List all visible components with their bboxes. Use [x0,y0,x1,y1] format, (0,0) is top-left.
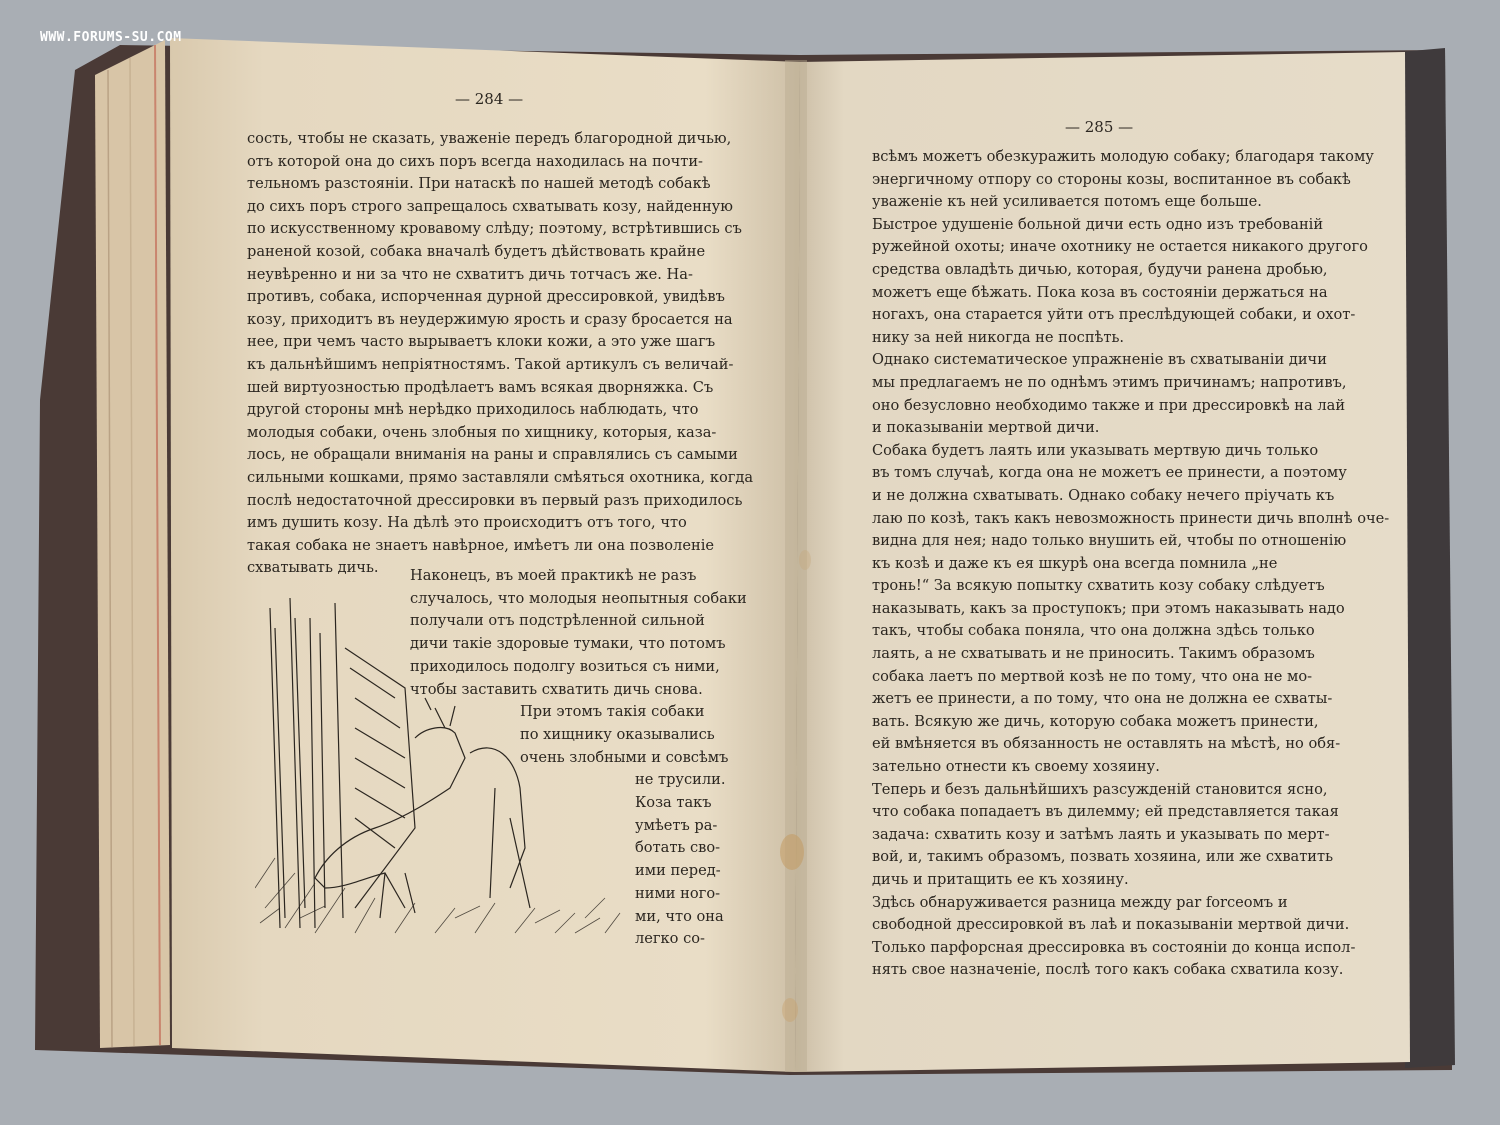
wrap-text-line: умѣетъ ра- [635,816,718,834]
text-line: въ томъ случаѣ, когда она не можетъ ее принести, а поэтому [872,464,1347,482]
text-line: видна для нея; надо только внушить ей, чтобы по отношенію [872,532,1347,550]
text-line: схватывать дичь. [247,559,379,577]
text-line: средства овладѣть дичью, которая, будучи ранена дробью, [872,260,1328,278]
text-line: шей виртуозностью продѣлаетъ вамъ всякая дворняжка. Съ [247,378,714,396]
text-line: другой стороны мнѣ нерѣдко приходилось наблюдать, что [247,401,699,419]
text-line: дичь и притащить ее къ хозяину. [872,871,1129,888]
text-line: имъ душить козу. На дѣлѣ это происходитъ отъ того, что [247,514,687,532]
wrap-text-line: по хищнику оказывались [520,725,715,743]
wrap-text-line: ними ного- [635,884,721,902]
text-line: тронь!“ За всякую попытку схватить козу собаку слѣдуетъ [872,577,1325,595]
text-line: сость, чтобы не сказать, уваженіе передъ благородной дичью, [247,130,732,147]
text-line: нику за ней никогда не поспѣть. [872,328,1125,346]
text-line: сильными кошками, прямо заставляли смѣяться охотника, когда [247,468,754,486]
wrap-text-line: ботать сво- [635,839,721,857]
text-line: нее, при чемъ часто вырываетъ клоки кожи, а это уже шагъ [247,333,716,351]
wrap-text-line: не трусили. [635,771,726,789]
text-line: оно безусловно необходимо также и при дрессировкѣ на лай [872,396,1346,414]
text-line: до сихъ поръ строго запрещалось схватывать козу, найденную [247,197,733,215]
text-line: энергичному отпору со стороны козы, воспитанное въ собакѣ [872,170,1351,188]
wrap-text-line: При этомъ такія собаки [520,703,705,721]
text-line: Быстрое удушеніе больной дичи есть одно изъ требованій [872,215,1324,233]
text-line: и не должна схватывать. Однако собаку нечего пріучать къ [872,486,1335,504]
text-line: Только парфорсная дрессировка въ состояніи до конца испол- [872,938,1356,956]
text-line: такая собака не знаетъ навѣрное, имѣетъ ли она позволеніе [247,536,714,554]
wrap-text-line: Коза такъ [635,794,712,811]
left-page-body [247,128,754,580]
text-line: къ козѣ и даже къ ея шкурѣ она всегда помнила „не [872,554,1278,572]
text-line: Теперь и безъ дальнѣйшихъ разсужденій становится ясно, [872,780,1328,798]
wrap-text-line: получали отъ подстрѣленной сильной [410,612,705,630]
wrap-text-line: Наконецъ, въ моей практикѣ не разъ [410,567,697,584]
text-line: задача: схватить козу и затѣмъ лаять и указывать по мерт- [872,825,1330,843]
text-line: такъ, чтобы собака поняла, что она должна здѣсь только [872,622,1315,640]
text-line: молодыя собаки, очень злобныя по хищнику, которыя, каза- [247,423,717,441]
text-line: вать. Всякую же дичь, которую собака можетъ принести, [872,712,1319,730]
wrap-text-line: очень злобными и совсѣмъ [520,748,729,766]
text-line: къ дальнѣйшимъ непріятностямъ. Такой артикулъ съ величай- [247,355,734,373]
left-page-number: — 284 — [455,90,524,108]
text-line: уваженіе къ ней усиливается потомъ еще больше. [872,193,1262,211]
text-line: вой, и, такимъ образомъ, позвать хозяина, или же схватить [872,848,1334,866]
text-line: лось, не обращали вниманія на раны и справлялись съ самыми [247,446,738,464]
site-watermark: WWW.FORUMS-SU.COM [40,30,182,45]
text-line: можетъ еще бѣжать. Пока коза въ состояніи держаться на [872,283,1328,301]
text-line: тельномъ разстояніи. При натаскѣ по нашей методѣ собакѣ [247,175,711,193]
roe-deer-engraving [255,588,625,943]
text-line: лаять, а не схватывать и не приносить. Такимъ образомъ [872,645,1315,663]
wrap-text-line: легко со- [635,930,705,948]
text-line: ружейной охоты; иначе охотнику не остается никакого другого [872,238,1368,256]
text-line: собака лаетъ по мертвой козѣ не по тому, что она не мо- [872,667,1313,685]
text-line: Однако систематическое упражненіе въ схватываніи дичи [872,351,1327,369]
text-line: ей вмѣняется въ обязанность не оставлять на мѣстѣ, но обя- [872,735,1341,753]
text-line: жетъ ее принести, а по тому, что она не должна ее схваты- [872,690,1333,708]
text-line: наказывать, какъ за проступокъ; при этомъ наказывать надо [872,599,1345,617]
text-line: козу, приходитъ въ неудержимую ярость и сразу бросается на [247,310,733,328]
text-line: что собака попадаетъ въ дилемму; ей представляется такая [872,803,1339,821]
text-line: послѣ недостаточной дрессировки въ первый разъ приходилось [247,491,743,509]
text-line: Здѣсь обнаруживается разница между par forceомъ и [872,893,1288,911]
text-line: нять свое назначеніе, послѣ того какъ собака схватила козу. [872,961,1344,979]
wrap-text-line: случалось, что молодыя неопытныя собаки [410,589,747,607]
text-line: мы предлагаемъ не по однѣмъ этимъ причинамъ; напротивъ, [872,373,1347,391]
right-page-body [872,146,1390,982]
text-line: отъ которой она до сихъ поръ всегда находилась на почти- [247,152,703,170]
text-line: и показываніи мертвой дичи. [872,419,1100,437]
wrap-text-line: ими перед- [635,862,721,880]
text-line: свободной дрессировкой въ лаѣ и показываніи мертвой дичи. [872,916,1350,934]
text-line: противъ, собака, испорченная дурной дрессировкой, увидѣвъ [247,288,725,306]
right-page-number: — 285 — [1065,118,1134,136]
wrap-text-line: дичи такіе здоровые тумаки, что потомъ [410,635,726,653]
text-line: всѣмъ можетъ обезкуражить молодую собаку; благодаря такому [872,148,1374,165]
text-line: Собака будетъ лаять или указывать мертвую дичь только [872,441,1319,459]
text-line: раненой козой, собака вначалѣ будетъ дѣйствовать крайне [247,242,706,260]
text-line: зательно отнести къ своему хозяину. [872,758,1160,776]
text-line: ногахъ, она старается уйти отъ преслѣдующей собаки, и охот- [872,306,1356,324]
wrap-text-line: ми, что она [635,907,724,925]
text-line: неувѣренно и ни за что не схватитъ дичь тотчасъ же. На- [247,265,693,283]
text-line: по искусственному кровавому слѣду; поэтому, встрѣтившись съ [247,220,742,238]
wrap-text-line: чтобы заставить схватить дичь снова. [410,680,703,698]
wrap-text-line: приходилось подолгу возиться съ ними, [410,657,720,675]
text-line: лаю по козѣ, такъ какъ невозможность принести дичь вполнѣ оче- [872,509,1390,527]
